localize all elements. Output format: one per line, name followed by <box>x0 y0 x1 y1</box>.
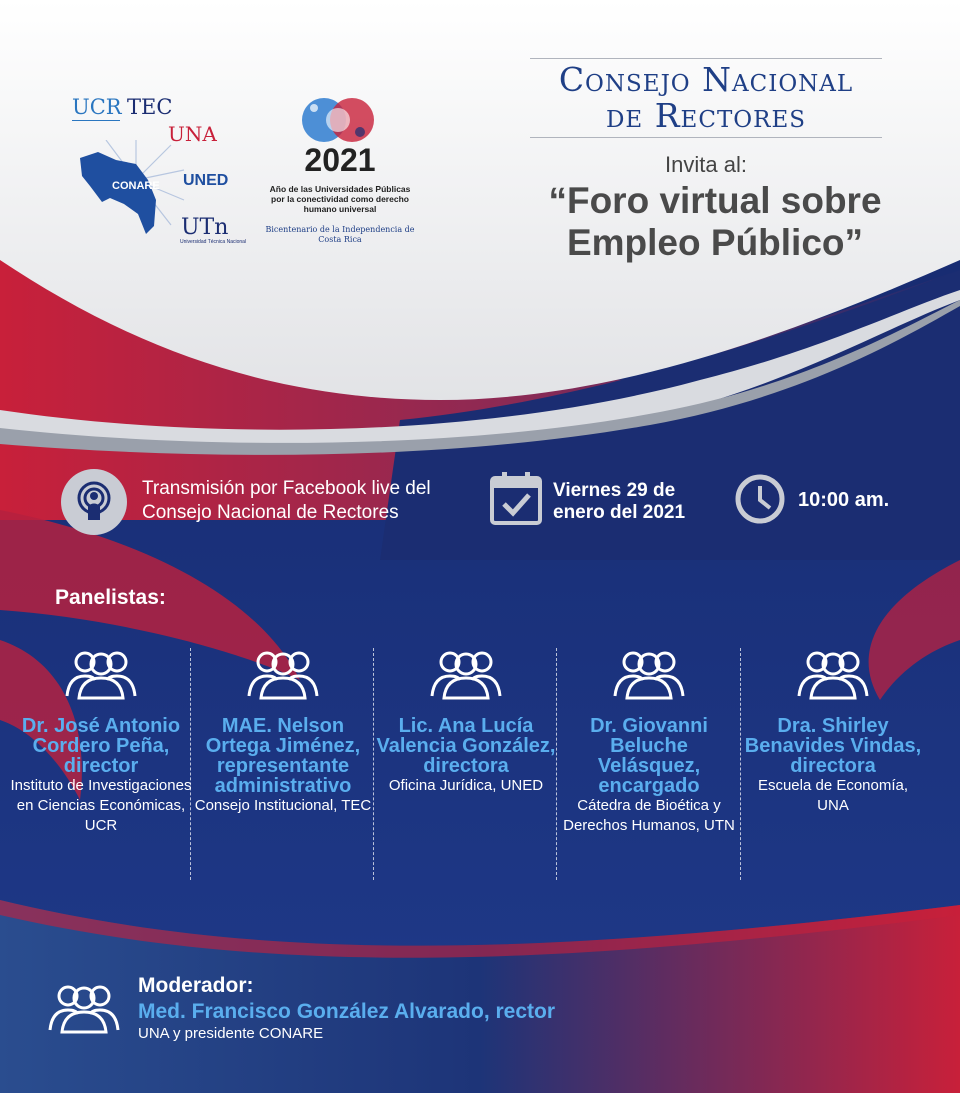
conare-logo: CONARE <box>112 180 160 192</box>
panelist-card <box>375 648 557 796</box>
ucr-underline <box>72 120 120 121</box>
panelist-affiliation: Consejo Institucional, TEC <box>194 797 372 814</box>
event-title-line1: “Foro virtual sobre <box>548 180 882 221</box>
broadcast-icon <box>60 468 128 536</box>
group-people-icon <box>428 648 504 700</box>
moderator-role: UNA y presidente CONARE <box>138 1025 324 1042</box>
panelist-affiliation: Escuela de Economía, UNA <box>757 777 909 814</box>
moderator-heading: Moderador: <box>138 974 254 997</box>
event-title-line2: Empleo Público” <box>566 222 864 263</box>
una-logo: UNA <box>168 122 217 146</box>
year-2021: 2021 <box>304 142 376 178</box>
uned-logo: UNED <box>183 172 229 189</box>
event-date: Viernes 29 de enero del 2021 <box>553 480 686 523</box>
ucr-logo: UCR <box>72 95 122 119</box>
invitation-text: Invita al: <box>665 152 747 177</box>
panelist-card <box>742 648 924 816</box>
panelist-card <box>10 648 192 836</box>
group-people-icon <box>611 648 687 700</box>
panelist-name: Lic. Ana Lucía Valencia González, directora <box>376 715 556 777</box>
year-subtitle: Año de las Universidades Públicas por la conectividad como derecho humano universal <box>269 184 411 214</box>
broadcast-text: Transmisión por Facebook live del Consejo Nacional de Rectores <box>142 478 431 523</box>
header-rule-top <box>530 58 882 59</box>
event-title <box>530 180 900 264</box>
panelist-name: Dr. José Antonio Cordero Peña, director <box>21 715 181 777</box>
header-rule-bottom <box>530 137 882 138</box>
moderator-name: Med. Francisco González Alvarado, rector <box>138 1000 556 1023</box>
bicentenario-text: Bicentenario de la Independencia de Costa Rica <box>265 225 415 244</box>
org-name-line1: Consejo Nacional <box>558 60 854 99</box>
panelist-name: Dr. Giovanni Beluche Velásquez, encargado <box>590 715 708 797</box>
utn-logo: UTn <box>181 215 229 240</box>
panelist-card <box>192 648 374 816</box>
group-people-icon <box>795 648 871 700</box>
panelist-card <box>558 648 740 836</box>
group-people-icon <box>245 648 321 700</box>
tec-logo: TEC <box>127 95 173 119</box>
panelist-name: Dra. Shirley Benavides Vindas, directora <box>744 715 922 777</box>
clock-icon <box>734 473 786 525</box>
panelist-name: MAE. Nelson Ortega Jiménez, representante administrativo <box>205 715 361 797</box>
calendar-check-icon <box>489 470 543 526</box>
group-people-icon <box>63 648 139 700</box>
panelist-affiliation: Oficina Jurídica, UNED <box>388 777 544 794</box>
panel-separator <box>740 648 741 880</box>
panelists-heading: Panelistas: <box>55 586 166 609</box>
moderator-group-icon <box>46 982 122 1034</box>
panelist-affiliation: Instituto de Investigaciones en Ciencias Económicas, UCR <box>10 777 192 834</box>
org-name-line2: de Rectores <box>605 96 806 135</box>
panelist-affiliation: Cátedra de Bioética y Derechos Humanos, UTN <box>563 797 735 834</box>
event-time: 10:00 am. <box>798 489 890 511</box>
utn-logo-subtitle: Universidad Técnica Nacional <box>180 239 247 245</box>
dots-globe-icon <box>300 90 376 150</box>
